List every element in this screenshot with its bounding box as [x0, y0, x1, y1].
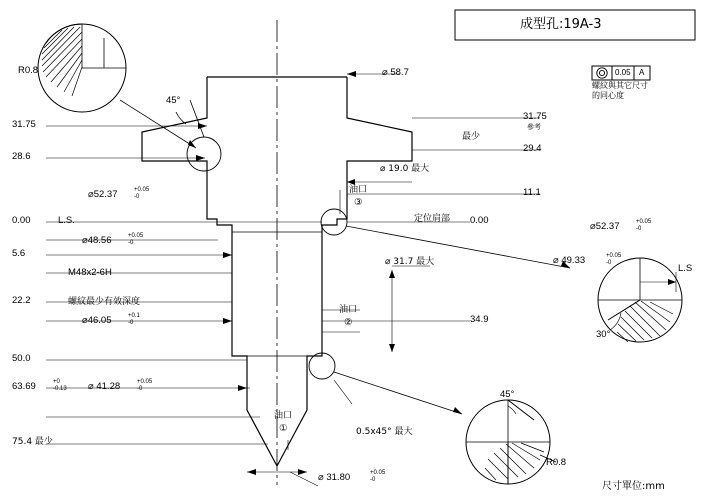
annotation-angle-30: 30° — [596, 329, 611, 340]
dim-0-00-right: 0.00 — [470, 215, 489, 226]
gdt-note-line1: 螺紋與其它尺寸 — [592, 81, 648, 90]
oil-port-1-number: ① — [279, 423, 288, 434]
dia-52-37-left-tol-up: +0.05 — [134, 187, 150, 193]
dim-31-75-right-ref: 參考 — [527, 123, 541, 131]
annotation-chamfer-05x45: 0.5x45° 最大 — [356, 427, 413, 437]
dia-52-37-right-tolerance — [636, 219, 651, 233]
dim-50-0: 50.0 — [12, 353, 31, 364]
leader-detail-right — [346, 226, 570, 268]
dim-28-6: 28.6 — [12, 151, 31, 162]
dia-52-37-left: ⌀52.37 — [88, 189, 118, 200]
thread-min-effective-depth: 螺紋最少有效深度 — [68, 297, 141, 307]
thread-spec-m48: M48x2-6H — [68, 267, 112, 278]
dia-48-56-tol-up: +0.05 — [128, 233, 144, 239]
dim-31-75-right: 31.75 — [523, 111, 547, 122]
dia-52-37-left-tolerance — [134, 187, 149, 201]
dia-52-37-right-tol-up: +0.05 — [636, 219, 652, 225]
dim-least-note: 最少 — [462, 132, 481, 142]
dim-0-00-left: 0.00 — [12, 215, 31, 226]
dia-48-56: ⌀48.56 — [82, 235, 112, 246]
dim-63-69-tolerance — [53, 379, 67, 393]
units-note: 尺寸單位:mm — [602, 481, 665, 492]
part-outline-left — [142, 77, 277, 466]
dia-41-28-tol-dn: -0 — [137, 385, 143, 392]
oil-port-3-label: 油口 — [349, 185, 368, 195]
annotation-r08-bottom: R0.8 — [546, 457, 567, 468]
dim-63-69-tol-dn: -0.13 — [53, 385, 67, 392]
dim-29-4: 29.4 — [523, 143, 542, 154]
annotation-locating-shoulder: 定位肩部 — [414, 214, 451, 224]
annotation-angle-45-top: 45° — [166, 95, 181, 106]
dim-63-69-tol-up: +0 — [53, 379, 60, 385]
dia-41-28-tol-up: +0.05 — [137, 379, 153, 385]
dia-52-37-right: ⌀52.37 — [590, 221, 620, 232]
gdt-tolerance-value: 0.05 — [615, 68, 631, 77]
leader-detail-top — [120, 100, 196, 148]
oil-port-2-label: 油口 — [339, 305, 358, 315]
dia-49-33-tolerance — [606, 253, 621, 267]
dia-52-37-left-tol-dn: -0 — [134, 193, 140, 200]
dia-31-80-tol-dn: -0 — [370, 476, 376, 483]
dim-22-2: 22.2 — [12, 295, 31, 306]
dia-46-05-tol-dn: -0 — [128, 319, 134, 326]
dia-31-80-tolerance — [370, 470, 385, 484]
dia-41-28-tolerance — [137, 379, 152, 393]
dia-19-0-max: ⌀ 19.0 最大 — [380, 164, 430, 174]
dia-31-80: ⌀ 31.80 — [318, 472, 351, 483]
drawing-title: 成型孔:19A-3 — [520, 17, 602, 32]
dia-48-56-tolerance — [128, 233, 143, 247]
dim-31-75-left: 31.75 — [12, 119, 36, 130]
dia-46-05-tol-up: +0.1 — [128, 313, 140, 319]
dia-31-7-max: ⌀ 31.7 最大 — [385, 257, 435, 267]
oil-port-2-number: ② — [344, 317, 353, 328]
dia-48-56-tol-dn: -0 — [128, 239, 134, 246]
dia-49-33: ⌀ 49.33 — [553, 255, 586, 266]
dia-46-05-tolerance — [128, 313, 140, 327]
gdt-datum: A — [639, 68, 645, 77]
callout-circle-port1 — [309, 353, 335, 379]
annotation-angle-45-bottom: 45° — [500, 389, 515, 400]
leader-detail-bottom — [334, 372, 462, 414]
callout-circle-top-left — [187, 137, 221, 171]
dia-31-80-tol-up: +0.05 — [370, 470, 386, 476]
dim-63-69: 63.69 — [12, 381, 36, 392]
dim-34-9: 34.9 — [470, 314, 489, 325]
dia-49-33-tol-dn: -0 — [606, 259, 612, 266]
annotation-ls-right: L.S — [678, 263, 693, 274]
dim-ls-left: L.S. — [58, 215, 75, 226]
oil-port-3-number: ③ — [354, 197, 363, 208]
dia-46-05: ⌀46.05 — [82, 315, 112, 326]
dim-11-1: 11.1 — [523, 187, 541, 198]
dia-49-33-tol-up: +0.05 — [606, 253, 622, 259]
dim-5-6: 5.6 — [12, 248, 26, 259]
dia-41-28: ⌀ 41.28 — [88, 381, 121, 392]
dia-52-37-right-tol-dn: -0 — [636, 225, 642, 232]
dim-75-4-min: 75.4 最少 — [12, 437, 53, 447]
annotation-r08-top: R0.8 — [18, 65, 39, 76]
oil-port-1-label: 油口 — [274, 411, 293, 421]
gdt-note-line2: 的同心度 — [592, 91, 624, 100]
callout-circle-port3 — [321, 209, 347, 235]
dia-58-7: ⌀ 58.7 — [382, 67, 409, 78]
